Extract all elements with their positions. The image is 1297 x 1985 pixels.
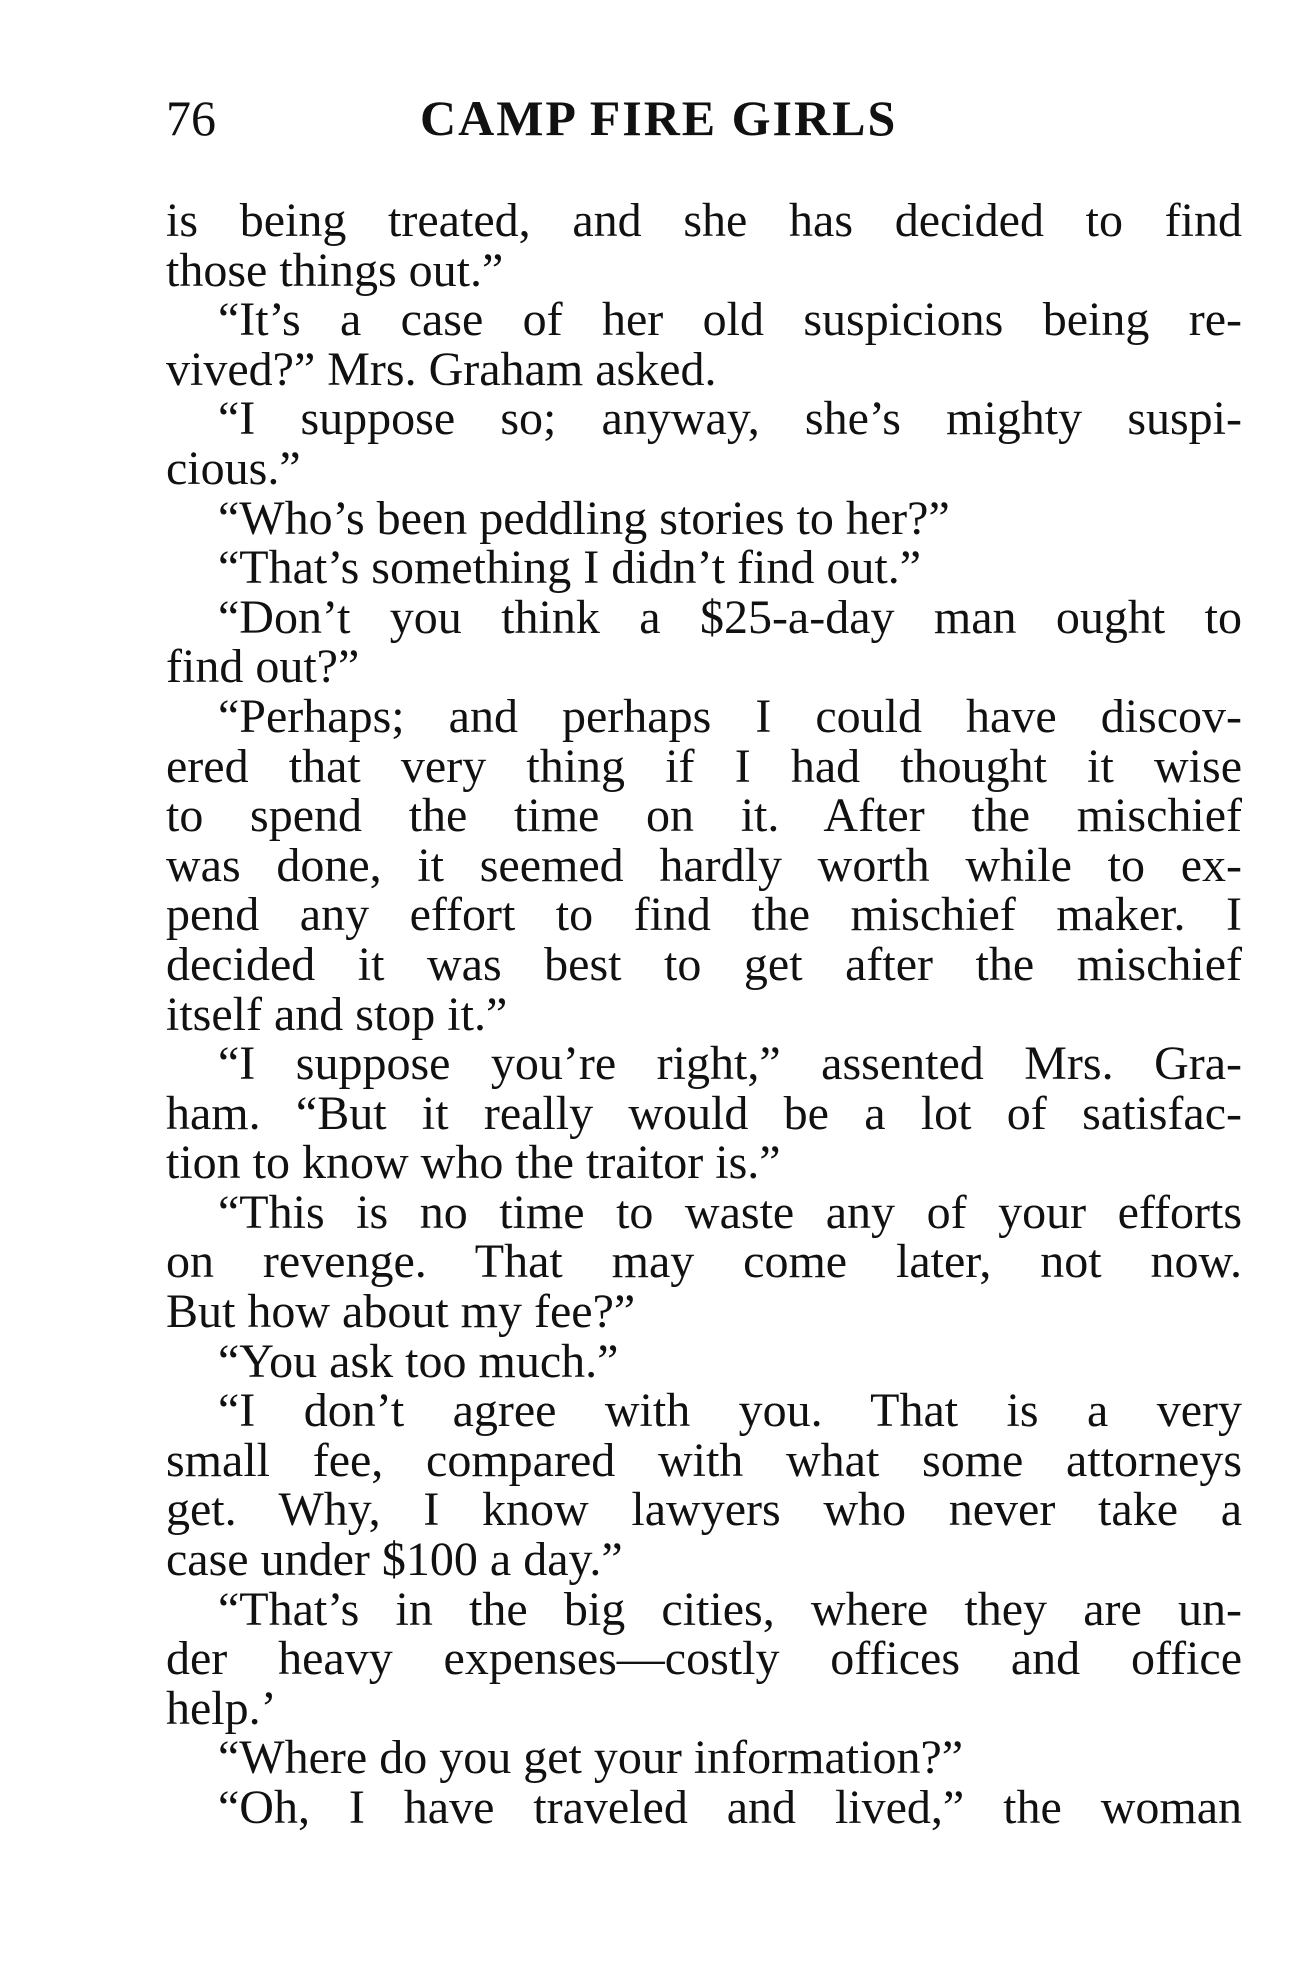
text-line: decided it was best to get after the mischief xyxy=(166,937,1242,991)
text-line: “Who’s been peddling stories to her?” xyxy=(218,491,950,545)
running-head: CAMP FIRE GIRLS xyxy=(420,90,898,146)
page-number: 76 xyxy=(166,90,216,146)
text-line: “Don’t you think a $25-a-day man ought to xyxy=(218,590,1242,644)
text-line: cious.” xyxy=(166,441,301,495)
text-line: “That’s in the big cities, where they are un- xyxy=(218,1582,1242,1636)
page-header xyxy=(166,88,1166,148)
text-line: der heavy expenses—costly offices and office xyxy=(166,1632,1242,1686)
text-line: “That’s something I didn’t find out.” xyxy=(218,541,922,595)
text-line: “You ask too much.” xyxy=(218,1334,619,1388)
text-line: “Oh, I have traveled and lived,” the woman xyxy=(218,1781,1242,1834)
text-line: “It’s a case of her old suspicions being re- xyxy=(218,293,1242,347)
text-line: pend any effort to find the mischief maker. I xyxy=(166,888,1242,942)
body-text xyxy=(166,196,1242,1833)
text-line: is being treated, and she has decided to find xyxy=(166,194,1242,247)
text-line: find out?” xyxy=(166,640,360,694)
text-line: vived?” Mrs. Graham asked. xyxy=(166,342,717,396)
text-line: But how about my fee?” xyxy=(166,1285,636,1339)
text-line: ered that very thing if I had thought it wise xyxy=(166,739,1242,793)
text-line: itself and stop it.” xyxy=(166,987,508,1041)
text-line: ham. “But it really would be a lot of satisfac- xyxy=(166,1086,1242,1140)
text-line: “I don’t agree with you. That is a very xyxy=(218,1384,1242,1438)
text-line: help.’ xyxy=(166,1681,277,1735)
text-line: small fee, compared with what some attorneys xyxy=(166,1433,1242,1487)
text-line: “Perhaps; and perhaps I could have discov- xyxy=(218,689,1242,743)
text-line: “I suppose you’re right,” assented Mrs. Gra- xyxy=(218,1037,1242,1091)
text-line: on revenge. That may come later, not now. xyxy=(166,1235,1242,1289)
text-line: “This is no time to waste any of your efforts xyxy=(218,1185,1242,1239)
text-line: to spend the time on it. After the mischief xyxy=(166,789,1242,843)
text-line: tion to know who the traitor is.” xyxy=(166,1136,781,1190)
text-line: “Where do you get your information?” xyxy=(218,1731,964,1785)
text-line: case under $100 a day.” xyxy=(166,1533,623,1587)
text-line: “I suppose so; anyway, she’s mighty suspi- xyxy=(218,392,1242,446)
text-line: get. Why, I know lawyers who never take a xyxy=(166,1483,1242,1537)
text-line: those things out.” xyxy=(166,243,504,297)
text-line: was done, it seemed hardly worth while to ex- xyxy=(166,838,1242,892)
